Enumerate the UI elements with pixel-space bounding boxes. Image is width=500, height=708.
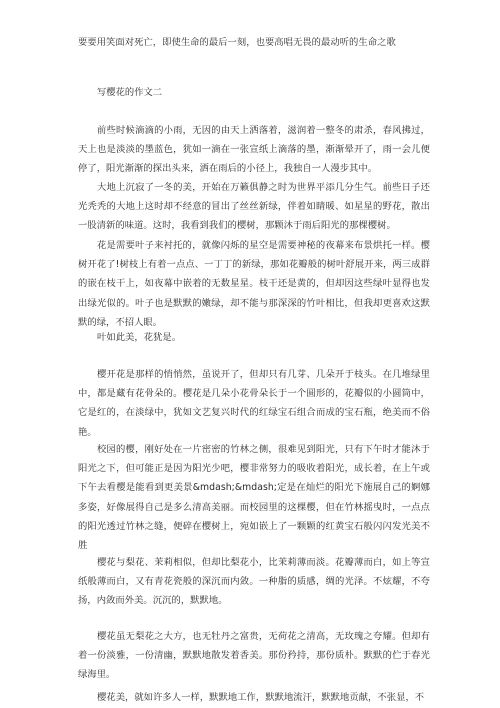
paragraph-5: 樱开花是那样的悄悄然，虽说开了，但却只有几芽、几朵开于枝头。在几堆绿里中，都是藏有花骨朵的。樱花是几朵小花骨朵长于一个圆形的，花瓣似的小圆筒中，它是红的，在淡绿中，犹如文艺复兴时代的红绿宝石组合而成的宝石瓶，绝美而不俗艳。 (78, 369, 430, 438)
page-title: 写樱花的作文二 (97, 87, 163, 98)
paragraph-8: 樱花虽无梨花之大方，也无牡丹之富贵，无荷花之清高，无玫瑰之夸耀。但却有着一份淡雅，一份清幽，默默地散发着香美。那份矜持，那份质朴。默默的伫于春光绿海里。 (78, 631, 430, 681)
paragraph-2: 大地上沉寂了一冬的美，开始在万籁俱静之时为世界平添几分生气。前些日子还光秃秃的大地上这时却不经意的冒出了丝丝新绿，伴着如睛暖、如星星的野花，散出一股清新的味道。这时，我看到我们的樱树，那颗沐于雨后阳光的那棵樱树。 (78, 182, 430, 232)
paragraph-top: 要要用笑面对死亡，即使生命的最后一刻，也要高唱无畏的最动听的生命之歌 (78, 37, 396, 48)
paragraph-3: 花是需要叶子来衬托的，就像闪烁的星空是需要神秘的夜幕来布景烘托一样。樱树开花了!树枝上有着一点点、一丁丁的新绿，那如花瓣般的树叶舒展开来，两三成群的嵌在枝干上，如夜幕中嵌着的无数星星。枝干还是黄的，但却因这些绿叶显得也发出绿光似的。叶子也是默默的嫩绿，却不能与那深深的竹叶相比，但我却更喜欢这默默的绿，不招人眼。 (78, 240, 430, 328)
paragraph-6: 校园的樱，刚好处在一片密密的竹林之侧，很难见到阳光，只有下午时才能沐于阳光之下，但可能正是因为阳光少吧，樱非常努力的吸收着阳光，成长着，在上午或下午去看樱是能看到更美景&mdash;&mdash;定是在灿烂的阳光下施展自己的婀娜多姿，好像展得自己是多么清高美丽。而校园里的这棵樱，但在竹林摇曳时，一点点的阳光透过竹林之缝，便碎在樱树上，宛如嵌上了一颗颗的红黄宝石般闪闪发光美不胜 (78, 444, 430, 552)
paragraph-9: 樱花美，就如许多人一样，默默地工作，默默地流汗，默默地贡献，不张显，不 (97, 692, 425, 703)
paragraph-7: 樱花与梨花、茉莉相似，但却比梨花小，比茉莉薄而淡。花瓣薄而白，如上等宣纸般薄而白，又有青花瓷般的深沉而内敛。一种脂的质感，绸的光泽。不炫耀，不夸扬，内敛而外美。沉沉的，默默地。 (78, 557, 430, 607)
paragraph-1: 前些时候滴滴的小雨，无因的由天上洒落着，滋润着一整冬的肃杀，春风拂过，天上也是淡淡的墨蓝色，犹如一滴在一张宣纸上滴落的墨，渐渐晕开了，雨一会儿便停了，阳光渐渐的探出头来，洒在雨后的小径上，我独自一人漫步其中。 (78, 125, 430, 175)
paragraph-4: 叶如此美，花犹是。 (97, 332, 182, 343)
